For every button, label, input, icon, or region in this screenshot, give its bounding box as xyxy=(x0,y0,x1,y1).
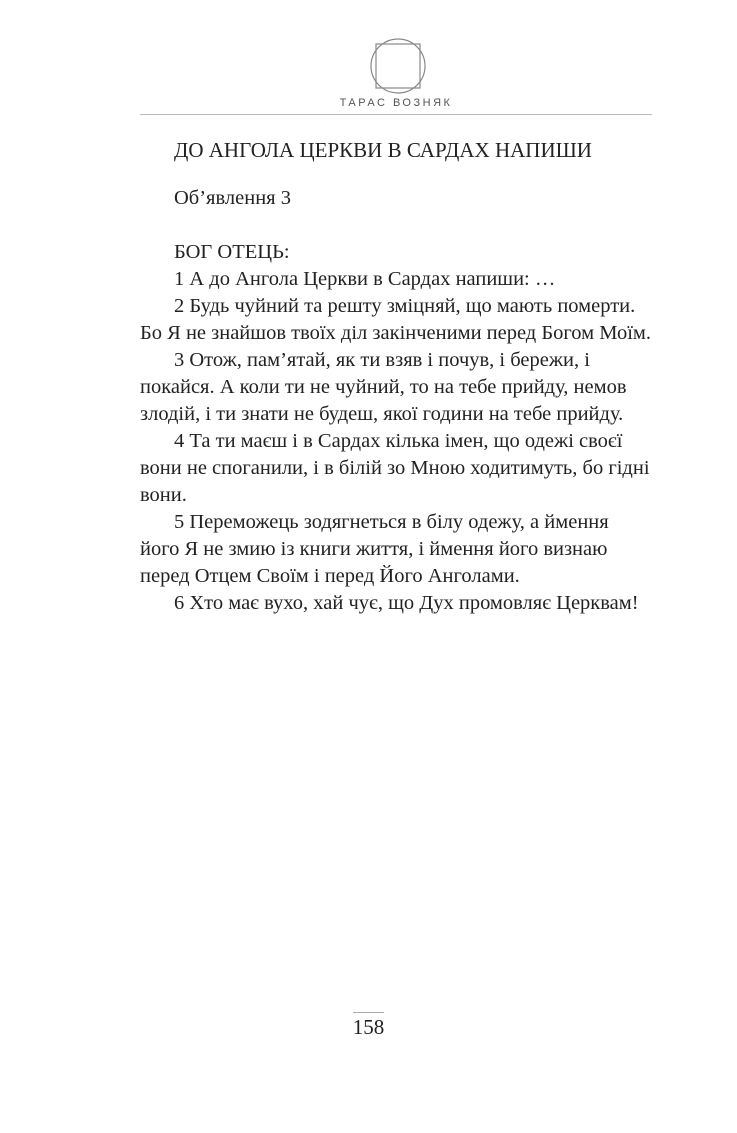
page-number-text: 158 xyxy=(353,1012,385,1039)
header-rule xyxy=(140,114,652,115)
verse-1: 1 А до Ангола Церкви в Сардах напиши: … xyxy=(174,268,556,290)
verse-4: 4 Та ти маєш і в Сардах кілька імен, що одежі своєї вони не споганили, і в білій зо Мною ходитимуть, бо гідні вони. xyxy=(140,430,650,506)
page-number xyxy=(0,1015,737,1040)
running-header-author: ТАРАС ВОЗНЯК xyxy=(339,97,453,109)
verse-2: 2 Будь чуйний та решту зміцняй, що мають померти. Бо Я не знайшов твоїх діл закінченими перед Богом Моїм. xyxy=(140,295,651,344)
section-subtitle: Об’явлення 3 xyxy=(174,187,291,209)
verse-6: 6 Хто має вухо, хай чує, що Дух промовляє Церквам! xyxy=(174,592,639,614)
speaker-label: БОГ ОТЕЦЬ: xyxy=(174,241,290,263)
verse-3: 3 Отож, пам’ятай, як ти взяв і почув, і бережи, і покайся. А коли ти не чуйний, то на тебе прийду, немов злодій, і ти знати не будеш, якої години на тебе прийду. xyxy=(140,349,627,425)
page-content xyxy=(140,130,652,617)
section-title: ДО АНГОЛА ЦЕРКВИ В САРДАХ НАПИШИ xyxy=(174,138,592,162)
verse-5: 5 Переможець зодягнеться в білу одежу, а ймення його Я не змию із книги життя, і ймення його визнаю перед Отцем Своїм і перед Його Анголами. xyxy=(140,511,609,587)
circle-square-logo-icon xyxy=(369,37,427,95)
